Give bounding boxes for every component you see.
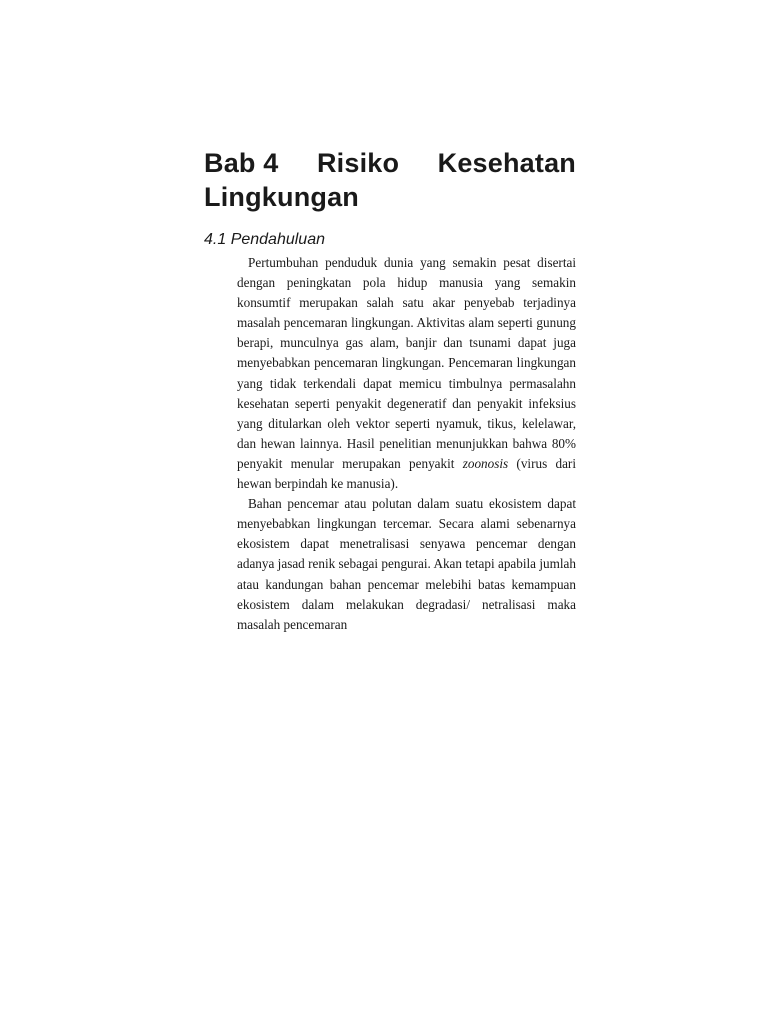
italic-term: zoonosis [462,455,509,471]
chapter-title-word-2: Kesehatan [437,148,576,178]
chapter-title-line-1 [204,146,576,180]
paragraph-1-text: Pertumbuhan penduduk dunia yang semakin pesat disertai dengan peningkatan pola hidup manusia yang semakin konsumtif merupakan salah satu akar penyebab terjadinya masalah pencemaran lingkungan. Aktivitas alam seperti gunung berapi, munculnya gas alam, banjir dan tsunami dapat juga menyebabkan pencemaran lingkungan. Pencemaran lingkungan yang tidak terkendali dapat memicu timbulnya permasalahn kesehatan seperti penyakit degeneratif dan penyakit infeksius yang ditularkan oleh vektor seperti nyamuk, tikus, kelelawar, dan hewan lainnya. Hasil penelitian menunjukkan bahwa 80% penyakit menular merupakan penyakit [237,255,576,471]
chapter-title [204,146,576,214]
paragraph-2: Bahan pencemar atau polutan dalam suatu ekosistem dapat menyebabkan lingkungan tercemar. Secara alami sebenarnya ekosistem dapat menetralisasi senyawa pencemar dengan adanya jasad renik sebagai pengurai. Akan tetapi apabila jumlah atau kandungan bahan pencemar melebihi batas kemampuan ekosistem dalam melakukan degradasi/ netralisasi maka masalah pencemaran [237,496,576,632]
paragraph-1 [237,253,576,494]
chapter-label: Bab 4 [204,148,279,178]
section-heading: 4.1 Pendahuluan [204,231,325,248]
body-text [237,253,576,635]
paragraph-1-text-end: (virus dari hewan berpindah ke manusia). [237,455,576,492]
chapter-title-word-1: Risiko [316,148,400,178]
chapter-title-word-3: Lingkungan [204,182,359,212]
